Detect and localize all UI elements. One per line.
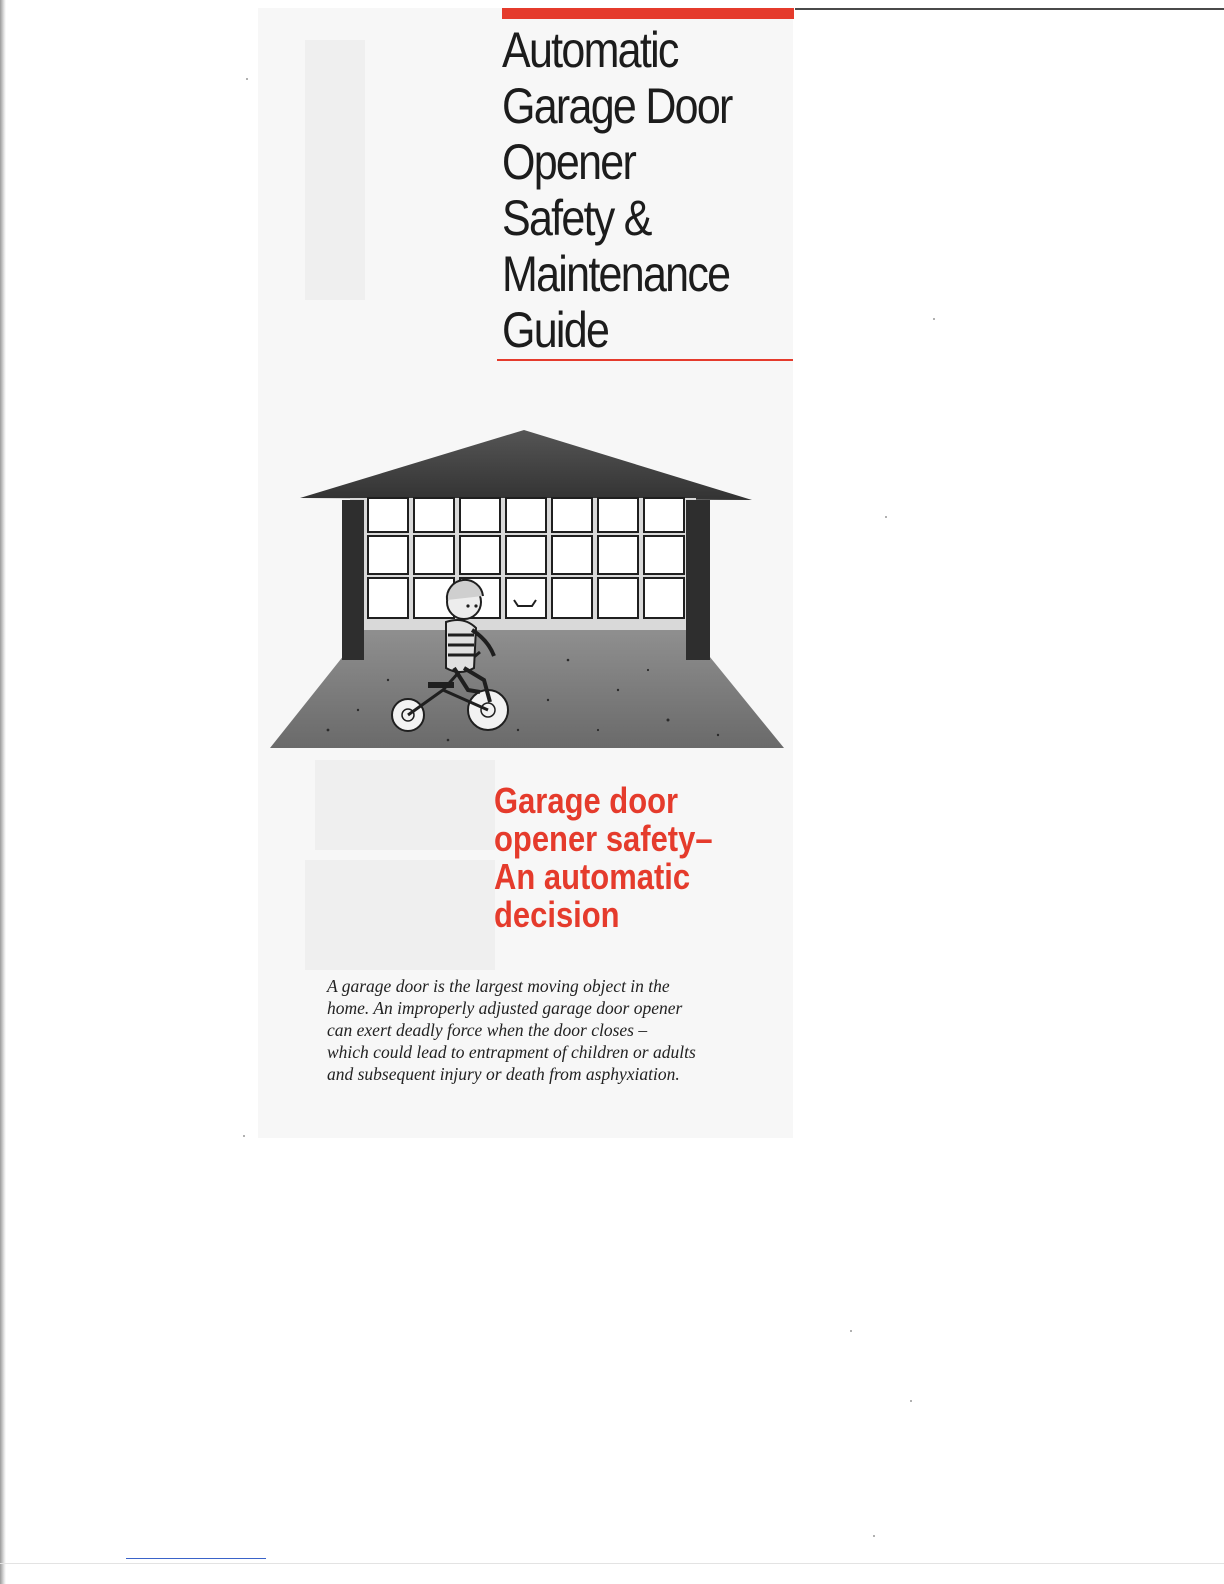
bottom-gray-line [0,1563,1224,1564]
scan-speck [246,78,248,80]
scan-speck [243,1135,245,1137]
section-heading [494,782,752,934]
bleed-through-block [305,40,365,300]
roof [300,430,752,500]
bleed-through-block [315,760,495,850]
paragraph-line: home. An improperly adjusted garage door opener [327,998,683,1018]
scan-speck [885,516,887,518]
title-line: Safety & [502,190,651,246]
scan-speck [933,318,935,320]
bottom-blue-line [126,1558,266,1559]
title-line: Garage Door [502,78,732,134]
paragraph-line: which could lead to entrapment of children or adults [327,1042,696,1062]
left-pillar [342,500,364,660]
title-accent-bar [502,8,794,19]
paragraph-line: can exert deadly force when the door closes – [327,1020,648,1040]
paragraph-line: and subsequent injury or death from asphyxiation. [327,1064,680,1084]
scan-speck [873,1535,875,1537]
title-line: Guide [502,302,609,358]
heading-line: decision [494,894,620,935]
bleed-through-block [305,860,495,970]
top-rule [795,8,1224,10]
title-underline [497,359,793,361]
right-pillar [686,500,710,660]
title-line: Maintenance [502,246,730,302]
scan-edge-shadow [0,0,6,1584]
heading-line: opener safety– [494,818,713,859]
garage-door [368,498,684,618]
title-line: Opener [502,134,636,190]
scan-speck [850,1330,852,1332]
intro-paragraph [327,975,777,1085]
heading-line: Garage door [494,780,679,821]
paragraph-line: A garage door is the largest moving object in the [327,976,670,996]
heading-line: An automatic [494,856,691,897]
garage-child-tricycle-illustration [268,430,784,750]
scan-speck [910,1400,912,1402]
title-line: Automatic [502,22,678,78]
document-title [502,22,751,358]
